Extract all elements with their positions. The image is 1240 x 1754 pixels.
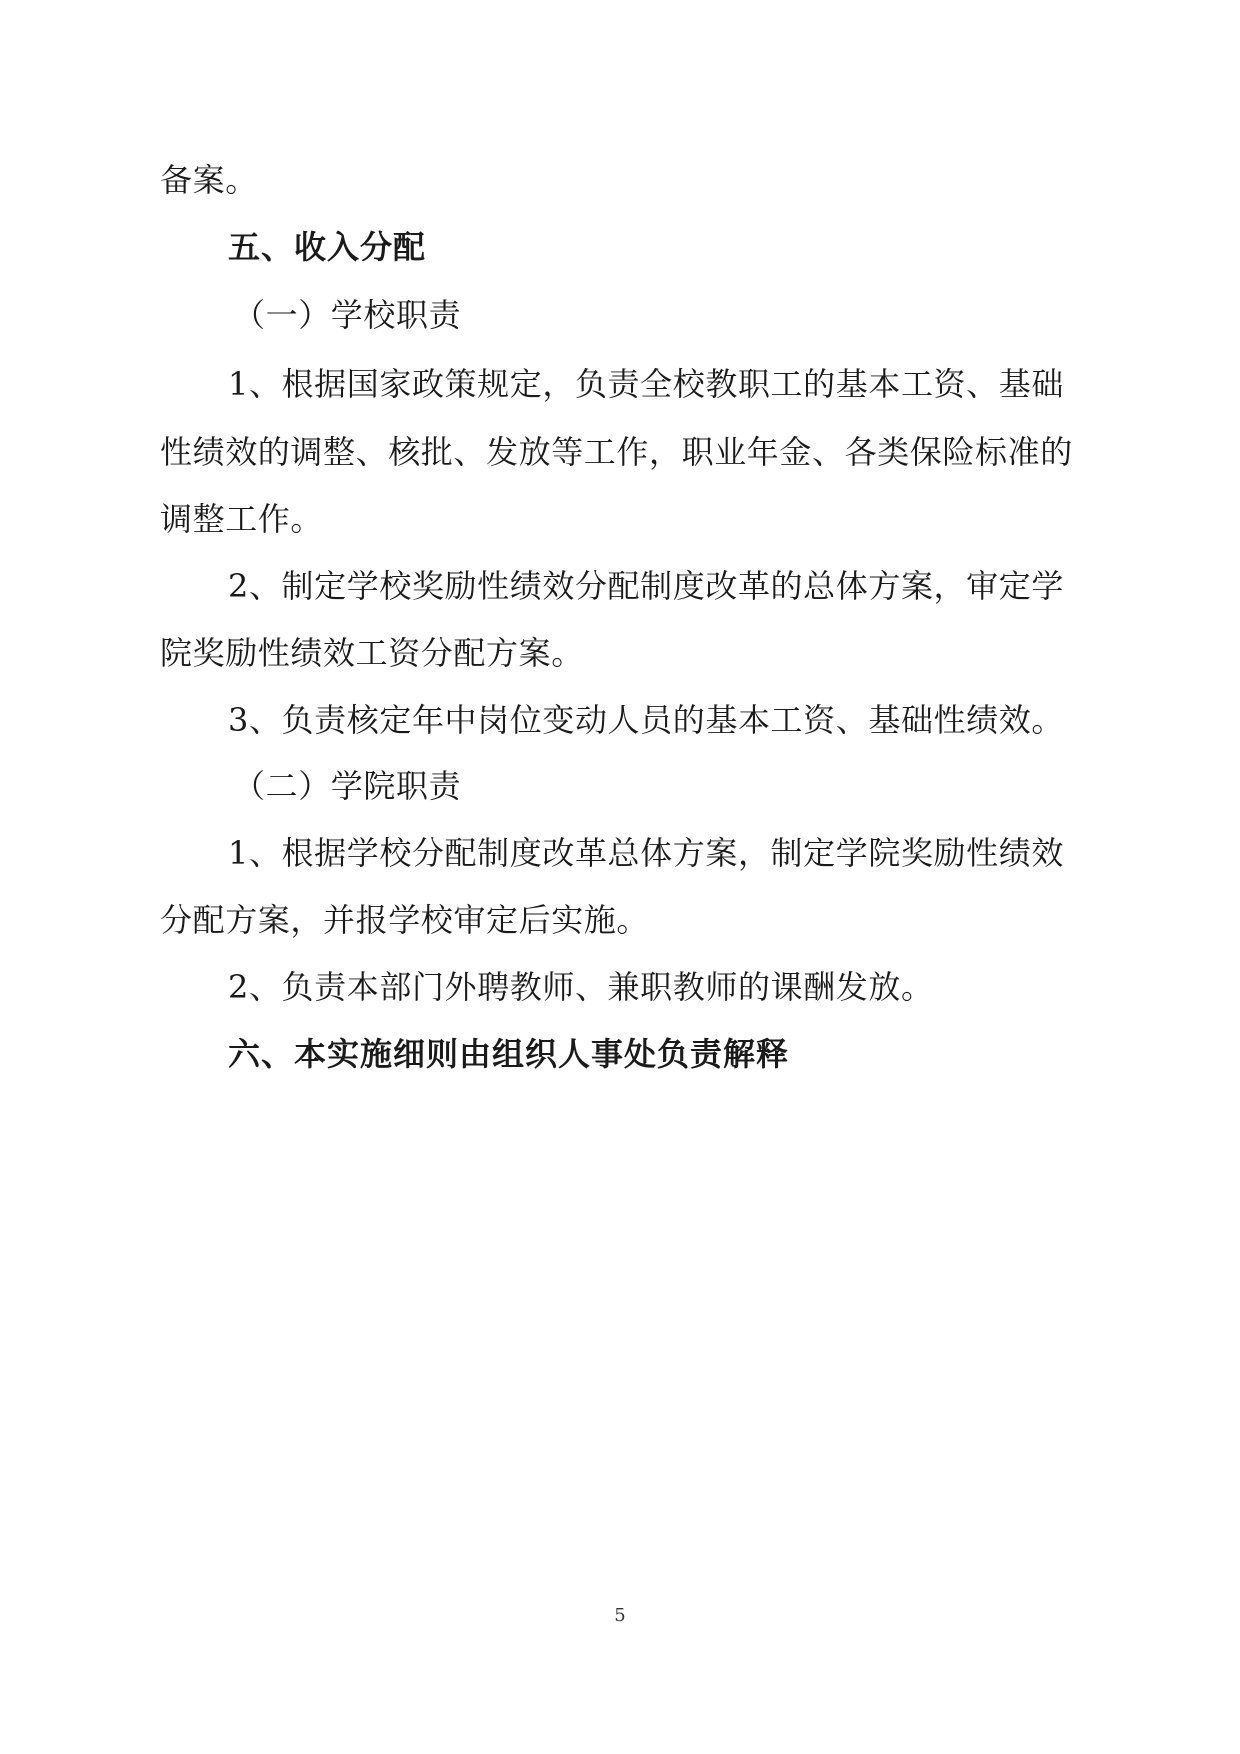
paragraph-line: 分配方案，并报学校审定后实施。 [160, 901, 650, 939]
paragraph-line: 备案。 [160, 161, 258, 199]
paragraph-line: 1、根据国家政策规定，负责全校教职工的基本工资、基础 [228, 365, 1064, 403]
section-heading-income-distribution: 五、收入分配 [228, 228, 427, 266]
section-heading-interpretation: 六、本实施细则由组织人事处负责解释 [228, 1035, 790, 1073]
page-number: 5 [614, 1605, 626, 1626]
paragraph-line: 2、负责本部门外聘教师、兼职教师的课酬发放。 [228, 968, 934, 1006]
paragraph-line: 1、根据学校分配制度改革总体方案，制定学院奖励性绩效 [228, 834, 1064, 872]
subheading-college-duties: （二）学院职责 [233, 767, 462, 805]
paragraph-line: 调整工作。 [160, 500, 324, 538]
paragraph-line: 2、制定学校奖励性绩效分配制度改革的总体方案，审定学 [228, 567, 1064, 605]
paragraph-line: 3、负责核定年中岗位变动人员的基本工资、基础性绩效。 [228, 701, 1064, 739]
subheading-school-duties: （一）学校职责 [233, 296, 462, 334]
paragraph-line: 院奖励性绩效工资分配方案。 [160, 634, 584, 672]
paragraph-line: 性绩效的调整、核批、发放等工作，职业年金、各类保险标准的 [160, 433, 1073, 471]
